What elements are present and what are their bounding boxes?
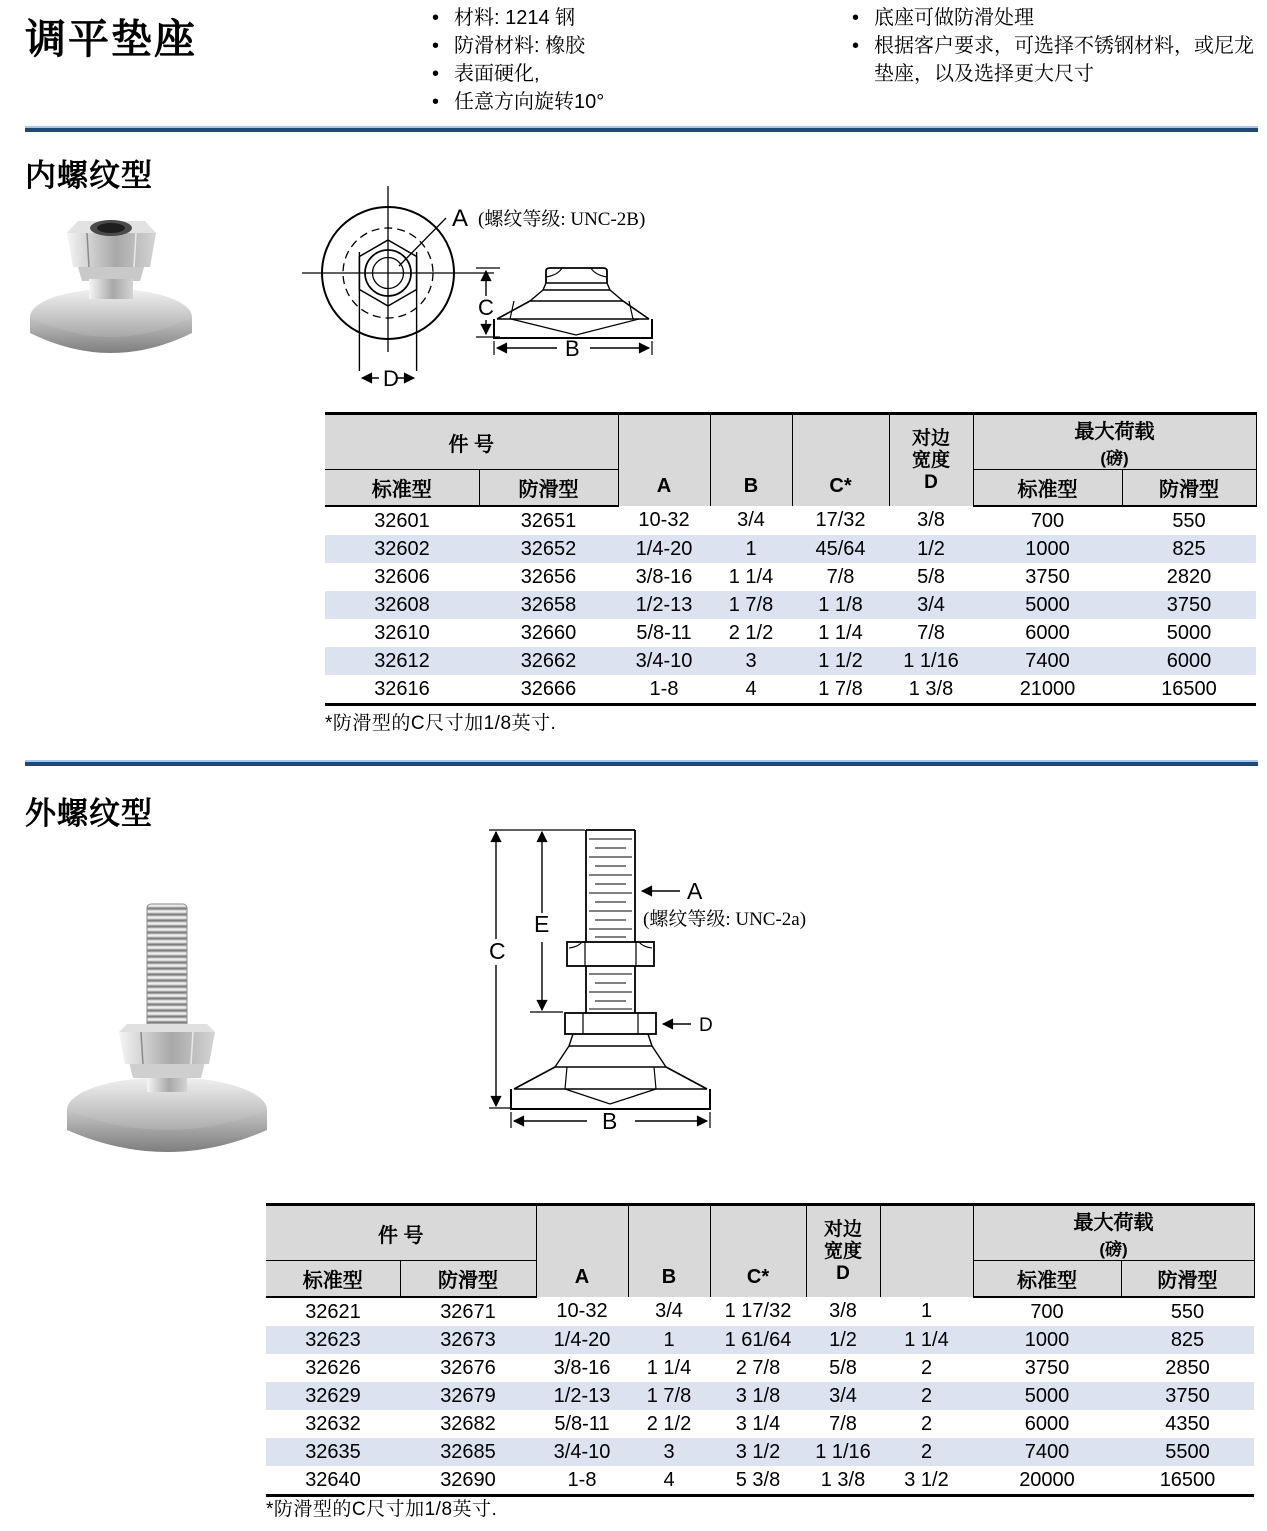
table-cell: 1 1/16 xyxy=(903,649,959,672)
table-cell: 32601 xyxy=(374,509,430,532)
table-cell: 2 xyxy=(920,1384,933,1407)
bullet-icon: • xyxy=(432,63,440,85)
section-heading-external: 外螺纹型 xyxy=(25,796,153,831)
column-header-antislip: 防滑型 xyxy=(400,1261,536,1298)
parts-table-internal xyxy=(325,412,1257,706)
header-line: 最大荷载 xyxy=(1074,421,1155,443)
table-cell: 32621 xyxy=(305,1300,361,1323)
table-cell: 32610 xyxy=(374,621,430,644)
table-cell: 2850 xyxy=(1165,1356,1210,1379)
bullet-icon: • xyxy=(432,35,440,57)
column-header-max-load xyxy=(973,1205,1254,1261)
table-cell: 5 3/8 xyxy=(735,1468,781,1491)
table-cell: 6000 xyxy=(1025,621,1070,644)
table-cell: 3/8 xyxy=(829,1300,857,1322)
table-cell: 1/4-20 xyxy=(635,537,693,560)
table-cell: 3750 xyxy=(1166,593,1212,616)
table-cell: 5000 xyxy=(1166,621,1212,644)
table-cell: 5000 xyxy=(1024,1384,1070,1407)
page-title: 调平垫座 xyxy=(25,16,197,62)
dim-label-a: A xyxy=(687,878,703,904)
table-cell: 1-8 xyxy=(567,1468,597,1491)
table-cell: 3 1/2 xyxy=(735,1440,781,1463)
threaded-stud xyxy=(147,904,187,1030)
table-row xyxy=(325,535,1256,563)
table-cell: 1 7/8 xyxy=(728,593,774,616)
header-line: 宽度 xyxy=(823,1240,862,1262)
column-header-b: B xyxy=(628,1205,710,1298)
header-line: 对边 xyxy=(911,427,950,449)
spec-text: 材料: 1214 钢 xyxy=(454,7,576,29)
table-row xyxy=(266,1326,1254,1354)
section-divider xyxy=(25,126,1258,132)
table-cell: 3/4-10 xyxy=(553,1440,611,1463)
table-cell: 1000 xyxy=(1024,1328,1070,1351)
table-cell: 1 1/4 xyxy=(728,565,774,588)
table-cell: 32679 xyxy=(440,1384,496,1407)
table-header xyxy=(325,414,1256,507)
column-header-standard: 标准型 xyxy=(973,470,1122,507)
table-cell: 3/4 xyxy=(917,593,945,616)
table-cell: 2 1/2 xyxy=(728,621,774,644)
dim-label-e: E xyxy=(534,911,550,937)
dim-label-d: D xyxy=(383,366,399,391)
table-cell: 3 1/4 xyxy=(735,1412,781,1435)
spec-text: 任意方向旋转10° xyxy=(454,91,605,113)
table-footnote: *防滑型的C尺寸加1/8英寸. xyxy=(325,713,557,734)
column-header-antislip: 防滑型 xyxy=(1122,470,1256,507)
table-cell: 1/2-13 xyxy=(635,593,693,616)
spec-item xyxy=(432,60,772,88)
table-cell: 1 1/4 xyxy=(818,621,863,644)
table-cell: 32690 xyxy=(440,1468,496,1491)
product-photo-internal-thread xyxy=(18,205,203,365)
table-body xyxy=(325,506,1256,705)
spec-list-left xyxy=(432,4,772,116)
table-cell: 3/8 xyxy=(917,509,945,531)
header-line: (磅) xyxy=(1099,1240,1128,1259)
table-cell: 3750 xyxy=(1165,1384,1210,1407)
column-header-b: B xyxy=(710,414,792,507)
table-row xyxy=(266,1354,1254,1382)
column-header-width-d xyxy=(806,1205,880,1298)
table-cell: 6000 xyxy=(1024,1412,1070,1435)
table-cell: 1 3/8 xyxy=(908,677,954,700)
table-row xyxy=(266,1297,1254,1326)
table-cell: 3/8-16 xyxy=(635,565,693,588)
column-header-a: A xyxy=(618,414,710,507)
table-cell: 10-32 xyxy=(556,1300,608,1322)
table-cell: 3 1/8 xyxy=(735,1384,781,1407)
table-cell: 7400 xyxy=(1024,1440,1070,1463)
table-cell: 32632 xyxy=(305,1412,361,1435)
table-cell: 32676 xyxy=(440,1356,496,1379)
table-cell: 2 7/8 xyxy=(735,1356,781,1379)
column-header-antislip: 防滑型 xyxy=(479,470,618,507)
table-cell: 32671 xyxy=(440,1300,496,1323)
column-header-part-no: 件 号 xyxy=(325,414,618,470)
dim-label-b: B xyxy=(602,1108,618,1134)
product-photo-external-thread xyxy=(55,898,305,1173)
header-line: 宽度 xyxy=(911,449,950,471)
bullet-icon: • xyxy=(852,7,860,29)
table-cell: 1 17/32 xyxy=(724,1300,792,1322)
table-cell: 700 xyxy=(1030,509,1065,532)
table-cell: 45/64 xyxy=(815,537,866,560)
table-cell: 20000 xyxy=(1019,1468,1075,1491)
table-cell: 550 xyxy=(1172,509,1206,532)
bullet-icon: • xyxy=(852,35,860,57)
table-cell: 3/4-10 xyxy=(635,649,693,672)
header-line: 最大荷载 xyxy=(1073,1212,1154,1234)
column-header-standard: 标准型 xyxy=(973,1261,1121,1298)
column-header-a: A xyxy=(536,1205,628,1298)
table-cell: 1/2 xyxy=(917,537,945,560)
table-cell: 32635 xyxy=(305,1440,361,1463)
table-cell: 10-32 xyxy=(638,509,690,531)
table-cell: 1 1/16 xyxy=(815,1440,871,1463)
table-row xyxy=(266,1438,1254,1466)
table-cell: 7/8 xyxy=(917,621,945,644)
table-row xyxy=(266,1466,1254,1496)
table-cell: 1 1/8 xyxy=(818,593,863,616)
table-cell: 1 7/8 xyxy=(818,677,863,700)
technical-drawing-internal xyxy=(300,178,690,413)
table-cell: 4 xyxy=(663,1468,675,1491)
hex-nut xyxy=(119,1032,215,1064)
table-cell: 825 xyxy=(1170,1328,1205,1351)
table-cell: 2 xyxy=(920,1356,933,1379)
table-cell: 2 1/2 xyxy=(646,1412,692,1435)
washer xyxy=(129,1062,205,1078)
table-cell: 32656 xyxy=(520,565,577,588)
table-cell: 3 1/2 xyxy=(904,1468,949,1491)
table-row xyxy=(325,647,1256,675)
table-cell: 32666 xyxy=(520,677,577,700)
thread-class-note: (螺纹等级: UNC-2B) xyxy=(478,209,646,230)
table-cell: 32651 xyxy=(520,509,577,532)
table-cell: 32602 xyxy=(374,537,430,560)
table-row xyxy=(266,1382,1254,1410)
header-line: D xyxy=(836,1262,850,1284)
table-cell: 17/32 xyxy=(815,509,866,531)
column-header-c: C* xyxy=(710,1205,806,1298)
washer xyxy=(78,267,144,281)
table-cell: 32640 xyxy=(305,1468,361,1491)
table-cell: 1 xyxy=(663,1328,675,1351)
table-cell: 5/8-11 xyxy=(636,621,692,644)
nut-top-face xyxy=(119,1024,215,1032)
table-cell: 1/4-20 xyxy=(553,1328,611,1351)
table-cell: 2820 xyxy=(1166,565,1212,588)
thread-class-note: (螺纹等级: UNC-2a) xyxy=(643,909,807,930)
table-cell: 1 1/2 xyxy=(818,649,863,672)
table-cell: 3/4 xyxy=(655,1300,683,1322)
table-cell: 3/4 xyxy=(829,1384,857,1407)
bullet-icon: • xyxy=(432,91,440,113)
table-cell: 5/8 xyxy=(829,1356,857,1379)
table-footnote: *防滑型的C尺寸加1/8英寸. xyxy=(266,1499,498,1520)
table-cell: 700 xyxy=(1030,1300,1064,1323)
column-header-width-d xyxy=(889,414,973,507)
table-cell: 16500 xyxy=(1161,677,1217,700)
side-view xyxy=(476,268,652,355)
table-cell: 1000 xyxy=(1025,537,1070,560)
table-cell: 2 xyxy=(920,1412,933,1435)
table-cell: 32623 xyxy=(305,1328,361,1351)
table-cell: 32612 xyxy=(374,649,430,672)
table-cell: 3/4 xyxy=(737,509,765,531)
table-header xyxy=(266,1205,1254,1298)
table-cell: 32682 xyxy=(440,1412,496,1435)
hex-nut xyxy=(67,233,156,267)
table-cell: 3750 xyxy=(1025,565,1070,588)
table-cell: 6000 xyxy=(1166,649,1212,672)
table-cell: 32626 xyxy=(305,1356,361,1379)
table-cell: 4 xyxy=(745,677,757,700)
header-line: 对边 xyxy=(823,1218,862,1240)
table-cell: 1 3/8 xyxy=(820,1468,866,1491)
spec-text: 根据客户要求，可选择不锈钢材料，或尼龙垫座，以及选择更大尺寸 xyxy=(874,35,1254,85)
table-cell: 550 xyxy=(1170,1300,1205,1323)
table-cell: 4350 xyxy=(1165,1412,1210,1435)
table-cell: 5000 xyxy=(1025,593,1070,616)
table-cell: 1 7/8 xyxy=(646,1384,692,1407)
table-cell: 3750 xyxy=(1024,1356,1070,1379)
table-cell: 32673 xyxy=(440,1328,496,1351)
table-cell: 32606 xyxy=(374,565,430,588)
table-body xyxy=(266,1297,1254,1496)
thread-lines xyxy=(589,839,632,1009)
section-heading-internal: 内螺纹型 xyxy=(25,158,153,193)
spec-text: 防滑材料: 橡胶 xyxy=(454,35,586,57)
column-header-c: C* xyxy=(792,414,889,507)
table-cell: 16500 xyxy=(1159,1468,1216,1491)
table-cell: 1-8 xyxy=(649,677,679,700)
table-cell: 2 xyxy=(920,1440,933,1463)
header-line: D xyxy=(924,471,938,493)
table-cell: 32685 xyxy=(440,1440,496,1463)
table-cell: 5/8-11 xyxy=(554,1412,610,1435)
column-header-antislip: 防滑型 xyxy=(1121,1261,1254,1298)
dim-label-c: C xyxy=(478,295,494,320)
column-header-standard: 标准型 xyxy=(266,1261,400,1298)
neck xyxy=(89,279,133,299)
spec-text: 表面硬化, xyxy=(454,63,540,85)
spec-item xyxy=(432,4,772,32)
column-header-max-load xyxy=(973,414,1256,470)
table-row xyxy=(325,619,1256,647)
table-cell: 1 xyxy=(920,1300,933,1322)
spec-item xyxy=(852,32,1262,88)
table-cell: 3 xyxy=(745,649,757,672)
table-cell: 1 1/4 xyxy=(904,1328,949,1351)
parts-table-external xyxy=(266,1203,1255,1497)
dim-label-c: C xyxy=(489,938,506,964)
dim-label-b: B xyxy=(565,336,580,361)
table-cell: 21000 xyxy=(1019,677,1076,700)
column-header-blank xyxy=(880,1205,973,1298)
table-cell: 32658 xyxy=(520,593,577,616)
dim-label-a: A xyxy=(452,205,469,232)
table-cell: 5/8 xyxy=(917,565,945,588)
table-cell: 1 xyxy=(745,537,757,560)
table-cell: 1 61/64 xyxy=(724,1328,792,1351)
spec-item xyxy=(852,4,1262,32)
table-cell: 5500 xyxy=(1165,1440,1210,1463)
table-row xyxy=(325,563,1256,591)
table-row xyxy=(266,1410,1254,1438)
table-row xyxy=(325,591,1256,619)
technical-drawing-external xyxy=(475,815,865,1185)
table-cell: 3 xyxy=(663,1440,675,1463)
spec-item xyxy=(432,88,772,116)
table-cell: 32608 xyxy=(374,593,430,616)
table-cell: 1/2-13 xyxy=(553,1384,611,1407)
bullet-icon: • xyxy=(432,7,440,29)
spec-list-right xyxy=(852,4,1262,88)
spec-text: 底座可做防滑处理 xyxy=(874,7,1034,29)
table-cell: 32660 xyxy=(520,621,577,644)
table-cell: 32616 xyxy=(374,677,430,700)
header-line: (磅) xyxy=(1100,449,1129,468)
section-divider xyxy=(25,760,1258,766)
dim-label-d: D xyxy=(699,1015,713,1036)
side-view xyxy=(489,830,710,1128)
table-cell: 7400 xyxy=(1025,649,1070,672)
column-header-standard: 标准型 xyxy=(325,470,479,507)
table-row xyxy=(325,506,1256,535)
table-cell: 7/8 xyxy=(829,1412,857,1435)
table-cell: 3/8-16 xyxy=(553,1356,611,1379)
column-header-part-no: 件 号 xyxy=(266,1205,536,1261)
table-row xyxy=(325,675,1256,705)
spec-item xyxy=(432,32,772,60)
table-cell: 1 1/4 xyxy=(646,1356,692,1379)
table-cell: 32662 xyxy=(520,649,577,672)
table-cell: 7/8 xyxy=(826,565,855,588)
table-cell: 32652 xyxy=(520,537,577,560)
table-cell: 32629 xyxy=(305,1384,361,1407)
table-cell: 1/2 xyxy=(829,1328,857,1351)
table-cell: 825 xyxy=(1172,537,1206,560)
